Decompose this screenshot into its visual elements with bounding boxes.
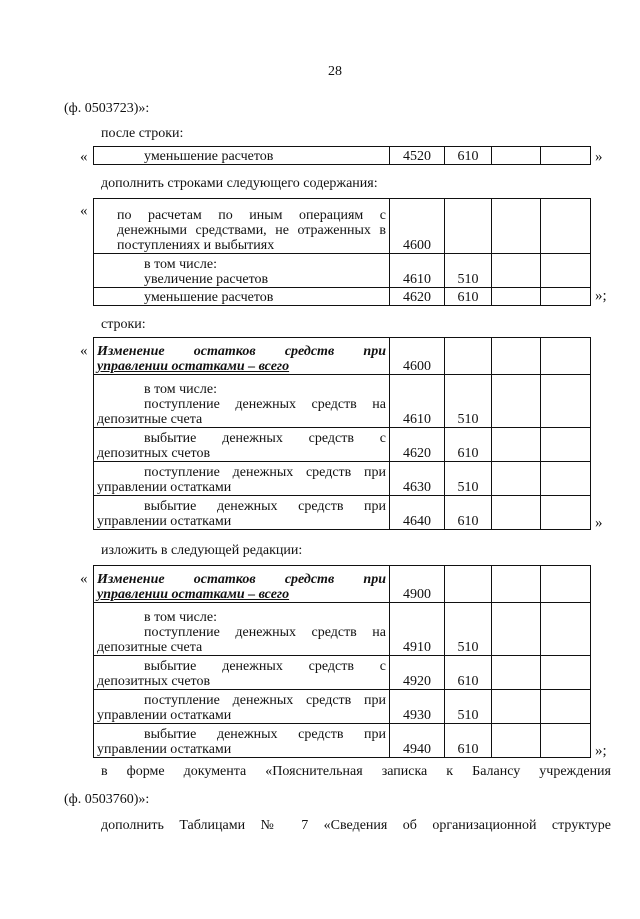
empty-cell bbox=[492, 462, 541, 496]
open-quote: « bbox=[80, 149, 88, 165]
row-pre-label: в том числе: bbox=[144, 257, 217, 272]
table-row bbox=[94, 288, 591, 306]
empty-cell bbox=[492, 254, 541, 288]
empty-cell bbox=[492, 496, 541, 530]
open-quote: « bbox=[80, 343, 88, 359]
table-row bbox=[94, 496, 591, 530]
table-new-edition bbox=[93, 565, 591, 758]
row-code: 4520 bbox=[390, 147, 445, 165]
empty-cell bbox=[541, 566, 591, 603]
row-label-line-2: управлении остатками bbox=[97, 708, 232, 723]
empty-cell bbox=[541, 428, 591, 462]
table-row bbox=[94, 724, 591, 758]
empty-cell bbox=[492, 338, 541, 375]
row-kbk: 510 bbox=[445, 690, 492, 724]
row-kbk: 610 bbox=[445, 288, 492, 306]
row-label: уменьшение расчетов bbox=[144, 149, 274, 164]
row-code: 4620 bbox=[390, 288, 445, 306]
row-kbk bbox=[445, 199, 492, 254]
empty-cell bbox=[541, 338, 591, 375]
table-row bbox=[94, 199, 591, 254]
row-code: 4600 bbox=[390, 199, 445, 254]
row-kbk: 510 bbox=[445, 375, 492, 428]
instruction-new-edition: изложить в следующей редакции: bbox=[101, 543, 303, 558]
table-lines bbox=[93, 337, 591, 530]
empty-cell bbox=[541, 199, 591, 254]
empty-cell bbox=[541, 496, 591, 530]
row-code: 4930 bbox=[390, 690, 445, 724]
empty-cell bbox=[541, 147, 591, 165]
empty-cell bbox=[541, 288, 591, 306]
row-kbk bbox=[445, 338, 492, 375]
open-quote: « bbox=[80, 203, 88, 219]
table-row bbox=[94, 147, 591, 165]
empty-cell bbox=[492, 656, 541, 690]
empty-cell bbox=[492, 288, 541, 306]
row-pre-label: в том числе: bbox=[144, 610, 217, 625]
table-add-lines bbox=[93, 198, 591, 306]
row-code: 4630 bbox=[390, 462, 445, 496]
row-kbk: 610 bbox=[445, 656, 492, 690]
row-label-line-1: поступление денежных средств при bbox=[144, 693, 386, 708]
paragraph-form-document: в форме документа «Пояснительная записка к Балансу учреждения bbox=[101, 764, 611, 779]
instruction-lines: строки: bbox=[101, 317, 146, 332]
empty-cell bbox=[541, 603, 591, 656]
row-code: 4620 bbox=[390, 428, 445, 462]
row-kbk: 610 bbox=[445, 147, 492, 165]
row-label-line-2: депозитных счетов bbox=[97, 446, 211, 461]
table-row bbox=[94, 690, 591, 724]
table-row bbox=[94, 566, 591, 603]
empty-cell bbox=[541, 462, 591, 496]
instruction-add-lines: дополнить строками следующего содержания: bbox=[101, 176, 378, 191]
table-row bbox=[94, 656, 591, 690]
row-label-line-2: управлении остатками – всего bbox=[97, 587, 290, 602]
empty-cell bbox=[541, 724, 591, 758]
row-label-line-2: управлении остатками – всего bbox=[97, 359, 290, 374]
row-label-line-1: поступление денежных средств на bbox=[144, 625, 386, 640]
empty-cell bbox=[492, 428, 541, 462]
row-label-line-2: депозитные счета bbox=[97, 412, 203, 427]
row-code: 4920 bbox=[390, 656, 445, 690]
paragraph-add-tables: дополнить Таблицами № 7 «Сведения об организационной структуре bbox=[101, 818, 611, 833]
row-label-line-1: поступление денежных средств при bbox=[144, 465, 386, 480]
row-code: 4910 bbox=[390, 603, 445, 656]
row-code: 4640 bbox=[390, 496, 445, 530]
row-kbk: 610 bbox=[445, 428, 492, 462]
row-label-line-1: Изменение остатков средств при bbox=[97, 344, 386, 359]
row-kbk: 510 bbox=[445, 462, 492, 496]
page-number: 28 bbox=[328, 64, 342, 79]
row-label-line-2: депозитные счета bbox=[97, 640, 203, 655]
table-row bbox=[94, 462, 591, 496]
empty-cell bbox=[492, 375, 541, 428]
row-label: уменьшение расчетов bbox=[144, 290, 274, 305]
empty-cell bbox=[541, 375, 591, 428]
row-kbk: 510 bbox=[445, 254, 492, 288]
row-code: 4940 bbox=[390, 724, 445, 758]
form-reference: (ф. 0503723)»: bbox=[64, 101, 150, 116]
row-kbk: 610 bbox=[445, 724, 492, 758]
table-row bbox=[94, 428, 591, 462]
form-reference-2: (ф. 0503760)»: bbox=[64, 792, 150, 807]
row-kbk bbox=[445, 566, 492, 603]
row-label-line-2: управлении остатками bbox=[97, 514, 232, 529]
empty-cell bbox=[541, 254, 591, 288]
close-quote-semicolon: »; bbox=[595, 743, 607, 759]
open-quote: « bbox=[80, 571, 88, 587]
row-label: по расчетам по иным операциям с денежными средствами, не отраженных в поступлениях и выбытиях bbox=[117, 208, 386, 253]
row-label-line-1: выбытие денежных средств с bbox=[144, 431, 386, 446]
row-code: 4610 bbox=[390, 254, 445, 288]
table-after-line bbox=[93, 146, 591, 165]
empty-cell bbox=[492, 199, 541, 254]
empty-cell bbox=[541, 656, 591, 690]
row-label-line-2: управлении остатками bbox=[97, 742, 232, 757]
row-pre-label: в том числе: bbox=[144, 382, 217, 397]
row-label-line-2: депозитных счетов bbox=[97, 674, 211, 689]
row-label-line-1: Изменение остатков средств при bbox=[97, 572, 386, 587]
row-label-line-1: выбытие денежных средств при bbox=[144, 499, 386, 514]
instruction-after-line: после строки: bbox=[101, 126, 184, 141]
table-row bbox=[94, 603, 591, 656]
empty-cell bbox=[492, 724, 541, 758]
row-label-line-1: выбытие денежных средств при bbox=[144, 727, 386, 742]
row-label-line-1: выбытие денежных средств с bbox=[144, 659, 386, 674]
row-kbk: 610 bbox=[445, 496, 492, 530]
table-row bbox=[94, 254, 591, 288]
row-label-line-1: поступление денежных средств на bbox=[144, 397, 386, 412]
empty-cell bbox=[492, 147, 541, 165]
empty-cell bbox=[492, 566, 541, 603]
row-code: 4610 bbox=[390, 375, 445, 428]
close-quote-semicolon: »; bbox=[595, 288, 607, 304]
table-row bbox=[94, 375, 591, 428]
empty-cell bbox=[492, 690, 541, 724]
empty-cell bbox=[541, 690, 591, 724]
row-label-line-2: управлении остатками bbox=[97, 480, 232, 495]
close-quote: » bbox=[595, 149, 603, 165]
empty-cell bbox=[492, 603, 541, 656]
row-kbk: 510 bbox=[445, 603, 492, 656]
table-row bbox=[94, 338, 591, 375]
row-code: 4900 bbox=[390, 566, 445, 603]
close-quote: » bbox=[595, 515, 603, 531]
row-code: 4600 bbox=[390, 338, 445, 375]
row-label: увеличение расчетов bbox=[144, 272, 269, 287]
